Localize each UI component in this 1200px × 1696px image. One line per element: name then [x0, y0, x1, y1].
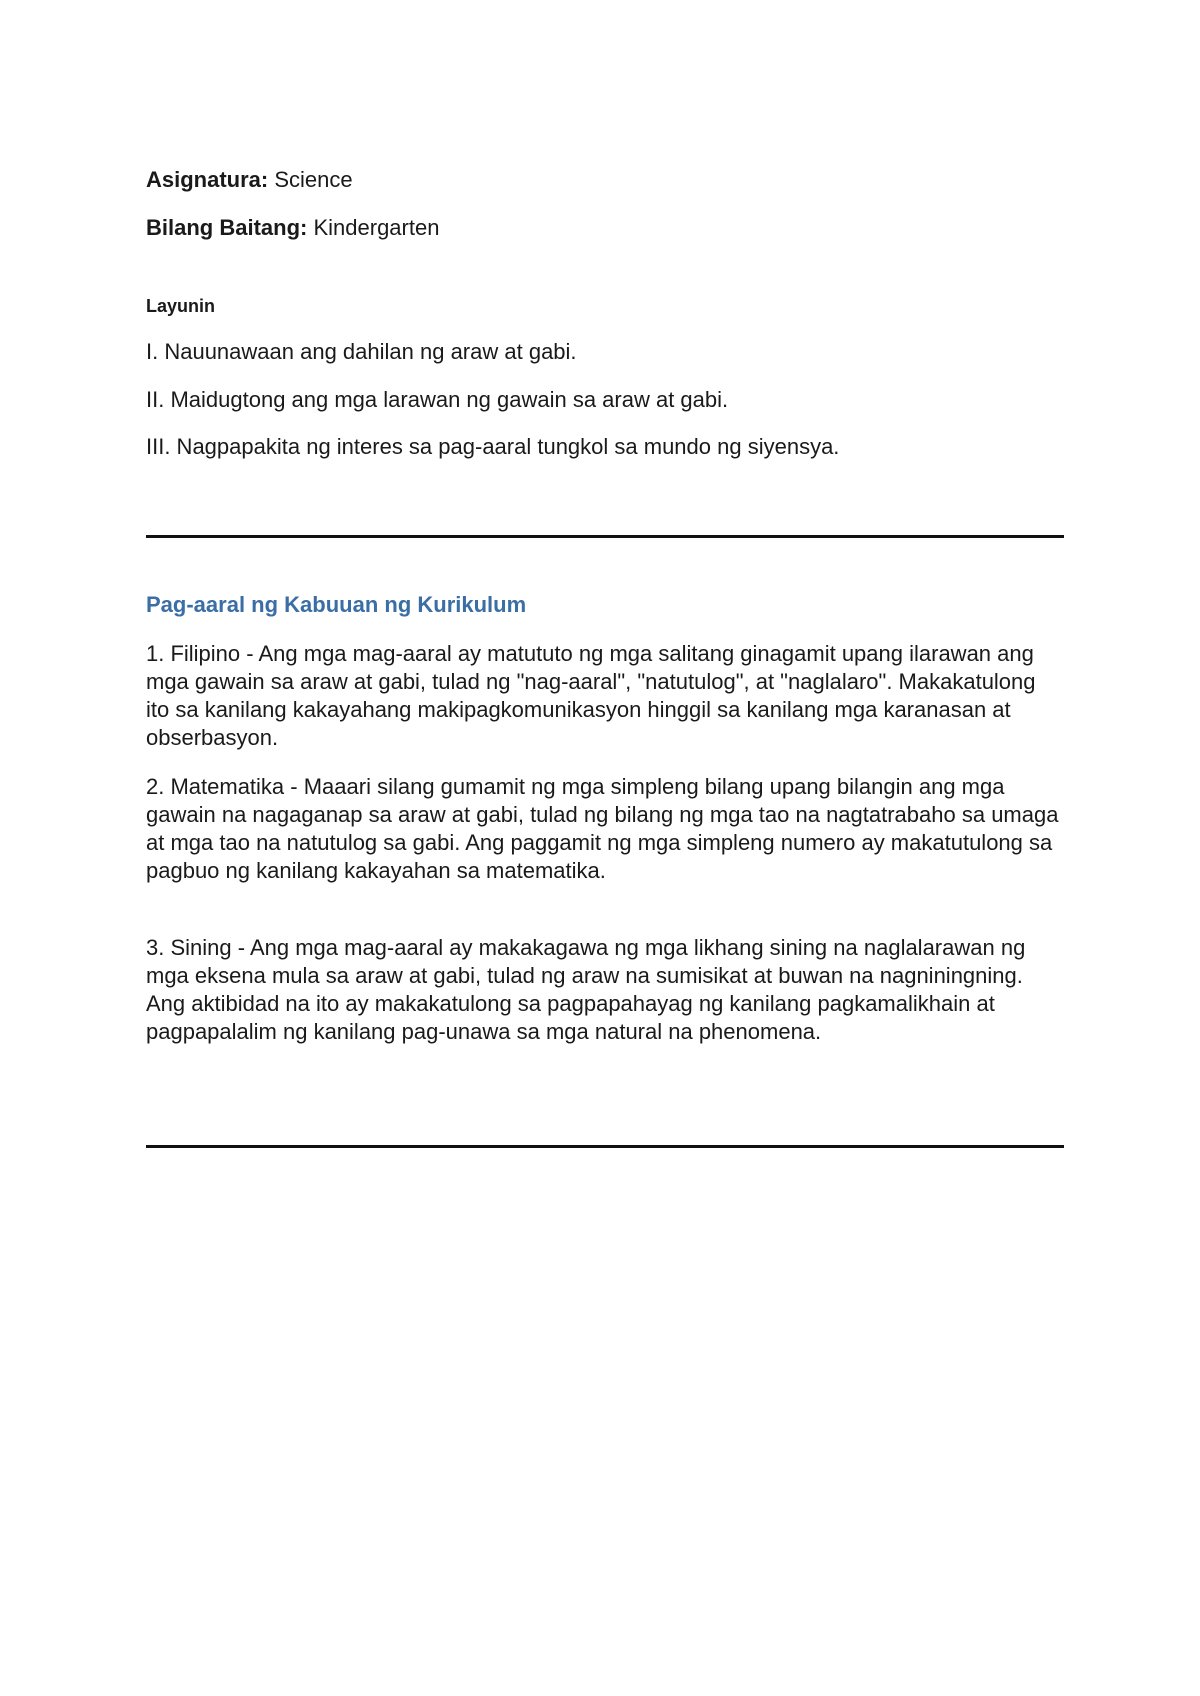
- curriculum-paragraph: 1. Filipino - Ang mga mag-aaral ay matututo ng mga salitang ginagamit upang ilarawan ang mga gawain sa araw at gabi, tulad ng "nag-aaral", "natutulog", at "naglalaro". Makakatulong ito sa kanilang kakayahang makipagkomunikasyon hinggil sa kanilang mga karanasan at obserbasyon.: [146, 641, 1036, 750]
- subject-line: [146, 166, 353, 194]
- objective-item: III. Nagpapakita ng interes sa pag-aaral tungkol sa mundo ng siyensya.: [146, 434, 840, 459]
- divider-top: [146, 535, 1064, 538]
- objective-item: I. Nauunawaan ang dahilan ng araw at gabi.: [146, 339, 577, 364]
- subject-key: Asignatura:: [146, 167, 269, 192]
- subject-value: Science: [274, 167, 353, 192]
- objective-item: II. Maidugtong ang mga larawan ng gawain sa araw at gabi.: [146, 387, 729, 412]
- grade-value: Kindergarten: [313, 215, 440, 240]
- grade-line: [146, 214, 439, 242]
- grade-key: Bilang Baitang:: [146, 215, 308, 240]
- divider-bottom: [146, 1145, 1064, 1148]
- objectives-label: Layunin: [146, 296, 216, 316]
- curriculum-paragraph: 2. Matematika - Maaari silang gumamit ng mga simpleng bilang upang bilangin ang mga gawain na nagaganap sa araw at gabi, tulad ng bilang ng mga tao na nagtatrabaho sa umaga at mga tao na natutulog sa gabi. Ang paggamit ng mga simpleng numero ay makatutulong sa pagbuo ng kanilang kakayahan sa matematika.: [146, 774, 1059, 883]
- curriculum-heading: Pag-aaral ng Kabuuan ng Kurikulum: [146, 592, 527, 617]
- curriculum-paragraph: 3. Sining - Ang mga mag-aaral ay makakagawa ng mga likhang sining na naglalarawan ng mga eksena mula sa araw at gabi, tulad ng araw na sumisikat at buwan na nagniningning. Ang aktibidad na ito ay makakatulong sa pagpapahayag ng kanilang pagkamalikhain at pagpapalalim ng kanilang pag-unawa sa mga natural na phenomena.: [146, 935, 1026, 1044]
